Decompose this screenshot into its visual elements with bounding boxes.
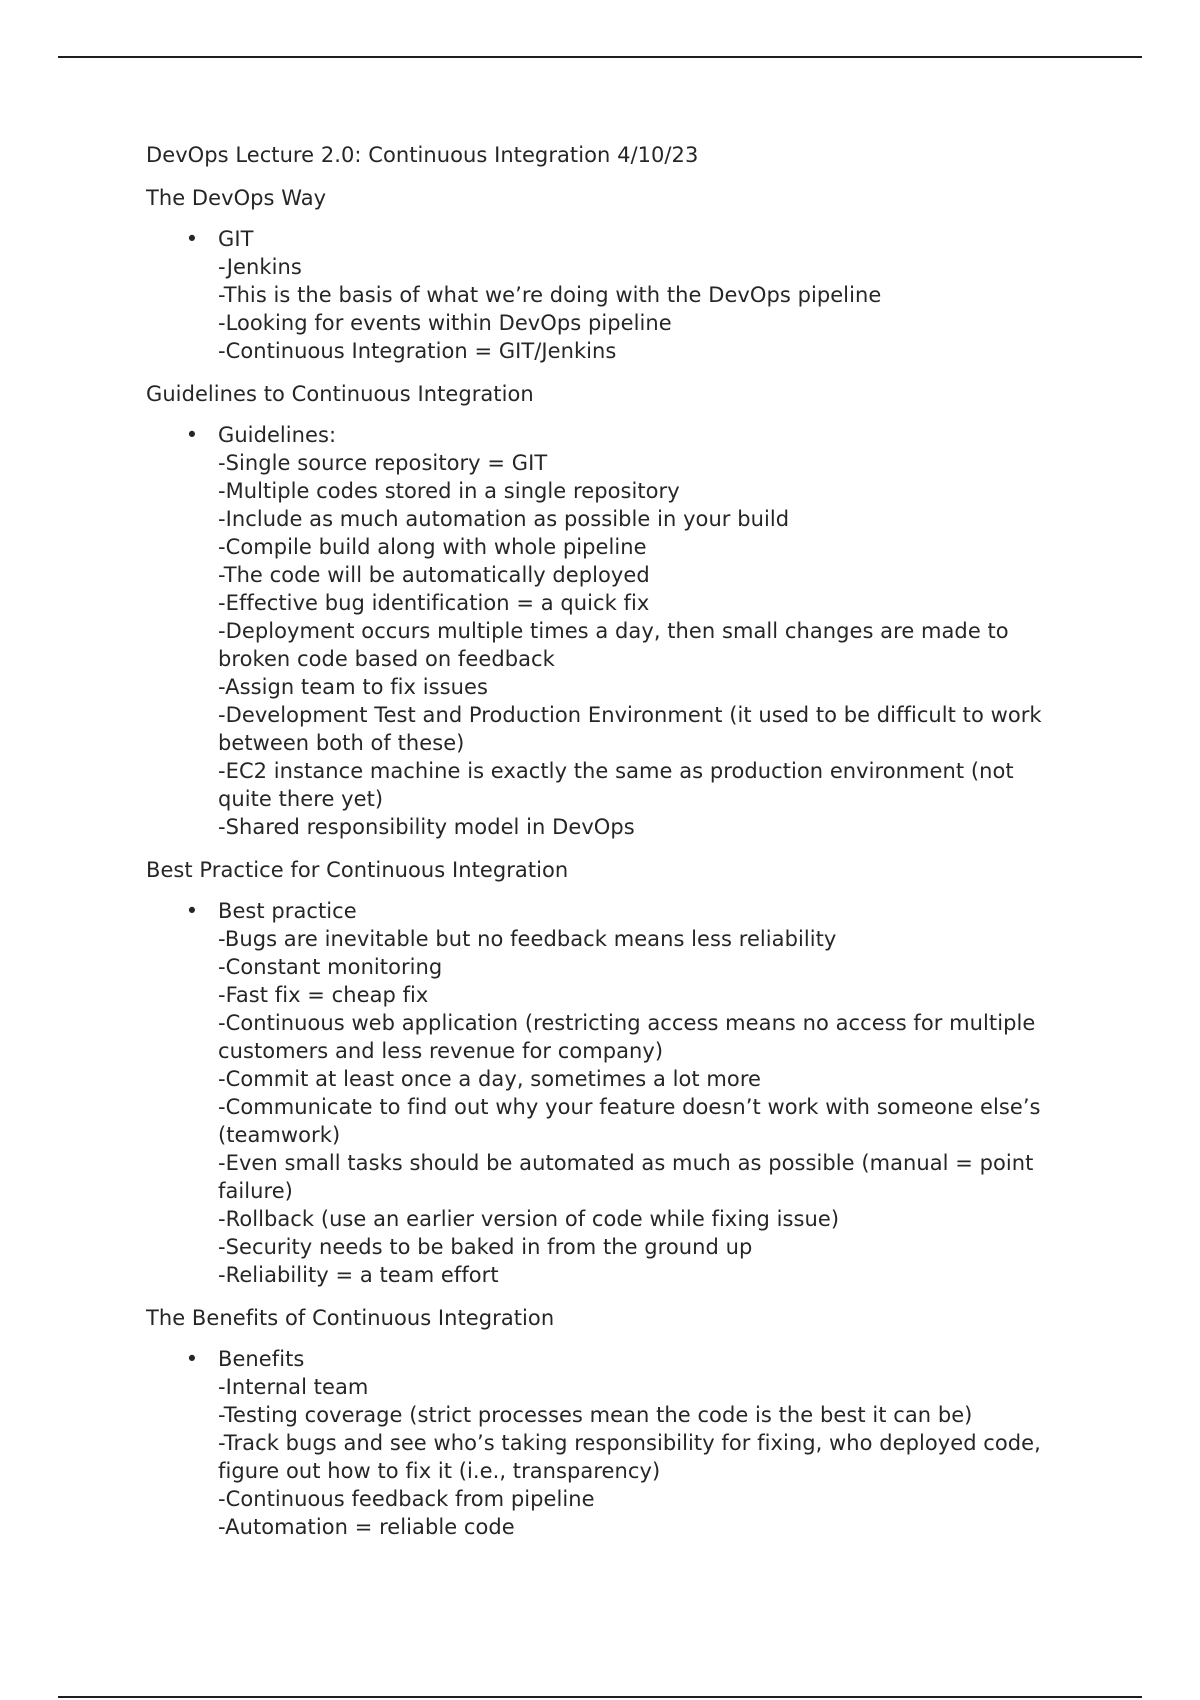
bullet-section bbox=[146, 421, 1066, 841]
section-heading: Best Practice for Continuous Integration bbox=[146, 858, 569, 882]
list-line: -Security needs to be baked in from the ground up bbox=[218, 1235, 753, 1259]
list-line: -Testing coverage (strict processes mean the code is the best it can be) bbox=[218, 1403, 973, 1427]
bullet-section bbox=[146, 225, 1066, 365]
page-title: DevOps Lecture 2.0: Continuous Integration 4/10/23 bbox=[146, 143, 699, 167]
bullet-icon: • bbox=[185, 227, 199, 251]
list-line: -Commit at least once a day, sometimes a lot more bbox=[218, 1067, 762, 1091]
list-line: -Effective bug identification = a quick fix bbox=[218, 591, 650, 615]
list-line: -Reliability = a team effort bbox=[218, 1263, 499, 1287]
list-line: -Even small tasks should be automated as much as possible (manual = point failure) bbox=[218, 1151, 1034, 1203]
list-line: -Continuous Integration = GIT/Jenkins bbox=[218, 339, 617, 363]
list-line: Best practice bbox=[218, 899, 357, 923]
list-line: -Continuous web application (restricting access means no access for multiple customers and less revenue for company) bbox=[218, 1011, 1036, 1063]
list-line: -Bugs are inevitable but no feedback means less reliability bbox=[218, 927, 837, 951]
list-line: -Fast fix = cheap fix bbox=[218, 983, 429, 1007]
bullet-icon: • bbox=[185, 1347, 199, 1371]
list-line: -Include as much automation as possible in your build bbox=[218, 507, 790, 531]
list-line: Benefits bbox=[218, 1347, 305, 1371]
list-line: -Assign team to fix issues bbox=[218, 675, 488, 699]
list-line: -Looking for events within DevOps pipeline bbox=[218, 311, 672, 335]
list-line: -Automation = reliable code bbox=[218, 1515, 515, 1539]
list-line: -Track bugs and see who’s taking responsibility for fixing, who deployed code, figure out how to fix it (i.e., transparency) bbox=[218, 1431, 1041, 1483]
section-heading: Guidelines to Continuous Integration bbox=[146, 382, 534, 406]
bullet-section bbox=[146, 897, 1066, 1289]
bottom-rule bbox=[58, 1696, 1142, 1698]
section-heading: The DevOps Way bbox=[146, 186, 327, 210]
top-rule bbox=[58, 56, 1142, 58]
list-line: -The code will be automatically deployed bbox=[218, 563, 650, 587]
list-line: -Multiple codes stored in a single repository bbox=[218, 479, 680, 503]
list-line: Guidelines: bbox=[218, 423, 337, 447]
list-line: -Communicate to find out why your feature doesn’t work with someone else’s (teamwork) bbox=[218, 1095, 1041, 1147]
list-line: -Rollback (use an earlier version of code while fixing issue) bbox=[218, 1207, 840, 1231]
list-line: -Constant monitoring bbox=[218, 955, 443, 979]
bullet-icon: • bbox=[185, 899, 199, 923]
bullet-section bbox=[146, 1345, 1066, 1541]
list-line: GIT bbox=[218, 227, 254, 251]
section-heading: The Benefits of Continuous Integration bbox=[146, 1306, 555, 1330]
list-line: -Single source repository = GIT bbox=[218, 451, 548, 475]
document-body bbox=[146, 141, 1066, 1541]
list-line: -Internal team bbox=[218, 1375, 369, 1399]
list-line: -EC2 instance machine is exactly the same as production environment (not quite there yet) bbox=[218, 759, 1014, 811]
list-line: -This is the basis of what we’re doing with the DevOps pipeline bbox=[218, 283, 882, 307]
list-line: -Deployment occurs multiple times a day, then small changes are made to broken code based on feedback bbox=[218, 619, 1009, 671]
list-line: -Compile build along with whole pipeline bbox=[218, 535, 647, 559]
list-line: -Shared responsibility model in DevOps bbox=[218, 815, 635, 839]
list-line: -Continuous feedback from pipeline bbox=[218, 1487, 595, 1511]
list-line: -Jenkins bbox=[218, 255, 302, 279]
list-line: -Development Test and Production Environment (it used to be difficult to work between both of these) bbox=[218, 703, 1042, 755]
bullet-icon: • bbox=[185, 423, 199, 447]
